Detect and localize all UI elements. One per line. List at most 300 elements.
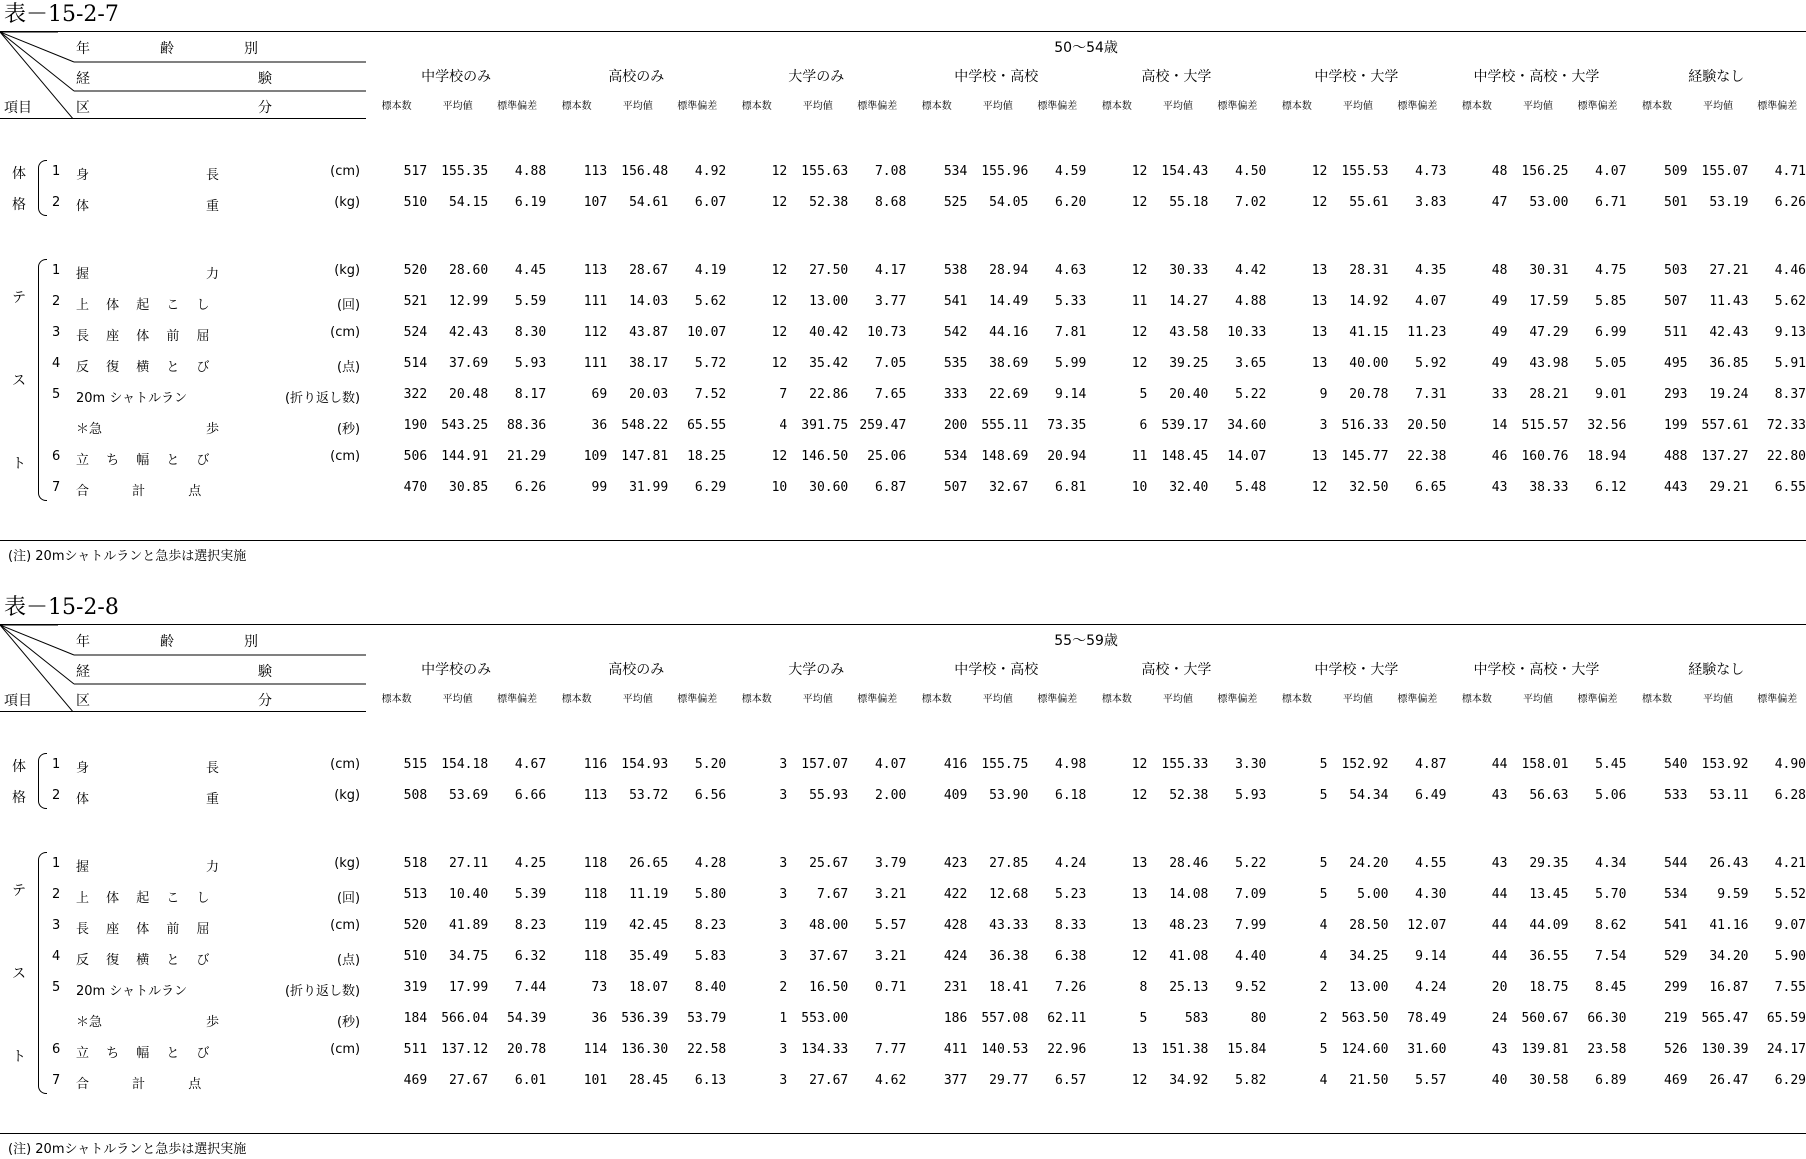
table-cell: 2 — [1266, 1003, 1327, 1034]
table-cell: 4.24 — [1388, 972, 1446, 1003]
row-label — [0, 749, 366, 780]
row-label — [0, 972, 366, 1003]
table-cell: 36.38 — [967, 941, 1028, 972]
experience-group-header: 中学校のみ — [366, 654, 546, 683]
table-cell: 37.69 — [427, 348, 488, 379]
group-label: 体 — [12, 163, 26, 183]
table-cell: 65.59 — [1749, 1003, 1806, 1034]
table-cell: 514 — [366, 348, 427, 379]
experience-group-header: 大学のみ — [726, 61, 906, 90]
table-cell: 155.75 — [967, 749, 1028, 780]
item-name: 長 座 体 前 屈 — [76, 918, 210, 937]
table-cell: 6.87 — [848, 472, 906, 503]
table-cell: 44 — [1446, 941, 1507, 972]
footnote: (注) 20mシャトルランと急歩は選択実施 — [8, 548, 246, 566]
stat-header: 標準偏差 — [1388, 683, 1446, 711]
table-cell: 12 — [726, 441, 787, 472]
experience-group-header: 経験なし — [1626, 61, 1806, 90]
table-cell: 533 — [1626, 780, 1687, 811]
table-cell: 524 — [366, 317, 427, 348]
table-cell: 26.47 — [1687, 1065, 1748, 1096]
category-label: 区 分 — [76, 690, 272, 710]
age-label: 年 齢 別 — [76, 631, 258, 651]
table-cell: 52.38 — [1147, 780, 1208, 811]
table-row — [0, 472, 1806, 503]
table-cell: 12 — [726, 348, 787, 379]
item-name: 体 重 — [76, 788, 219, 807]
table-cell: 5.06 — [1568, 780, 1626, 811]
table-cell: 540 — [1626, 749, 1687, 780]
experience-group-header: 中学校・大学 — [1266, 61, 1446, 90]
table-row — [0, 286, 1806, 317]
table-cell: 145.77 — [1327, 441, 1388, 472]
table-cell: 32.50 — [1327, 472, 1388, 503]
table-cell: 507 — [1626, 286, 1687, 317]
stat-header: 平均値 — [1507, 683, 1568, 711]
row-label — [0, 156, 366, 187]
table-cell — [848, 1003, 906, 1034]
table-cell: 322 — [366, 379, 427, 410]
item-label: 項目 — [4, 97, 32, 117]
table-cell: 6.29 — [668, 472, 726, 503]
table-cell: 114 — [546, 1034, 607, 1065]
table-cell: 4.46 — [1749, 255, 1806, 286]
stat-header: 平均値 — [787, 683, 848, 711]
table-cell: 539.17 — [1147, 410, 1208, 441]
table-cell: 116 — [546, 749, 607, 780]
table-cell: 118 — [546, 941, 607, 972]
table-cell: 54.34 — [1327, 780, 1388, 811]
table-cell: 3 — [1266, 410, 1327, 441]
table-cell: 27.67 — [427, 1065, 488, 1096]
item-name: ＊急 歩 — [76, 1011, 219, 1030]
table-cell: 55.93 — [787, 780, 848, 811]
table-cell: 6.55 — [1749, 472, 1806, 503]
item-number: 5 — [52, 387, 60, 402]
item-number: 3 — [52, 325, 60, 340]
table-cell: 3 — [726, 941, 787, 972]
table-cell: 190 — [366, 410, 427, 441]
table-cell: 513 — [366, 879, 427, 910]
table-cell: 6.19 — [488, 187, 546, 218]
table-cell: 534 — [906, 156, 967, 187]
table-cell: 41.15 — [1327, 317, 1388, 348]
stat-header: 標準偏差 — [1388, 90, 1446, 118]
table-cell: 44.16 — [967, 317, 1028, 348]
group-label: ス — [12, 370, 26, 390]
table-cell: 9 — [1266, 379, 1327, 410]
table-cell: 7.26 — [1028, 972, 1086, 1003]
table-cell: 7.67 — [787, 879, 848, 910]
table-cell: 509 — [1626, 156, 1687, 187]
table-cell: 7.09 — [1208, 879, 1266, 910]
table-cell: 6.12 — [1568, 472, 1626, 503]
experience-group-header: 中学校・高校・大学 — [1446, 61, 1626, 90]
table-cell: 147.81 — [607, 441, 668, 472]
table-cell: 66.30 — [1568, 1003, 1626, 1034]
table-cell: 20.48 — [427, 379, 488, 410]
table-cell: 184 — [366, 1003, 427, 1034]
table-cell: 24 — [1446, 1003, 1507, 1034]
table-cell: 109 — [546, 441, 607, 472]
table-cell: 503 — [1626, 255, 1687, 286]
row-label — [0, 941, 366, 972]
table-cell: 5.82 — [1208, 1065, 1266, 1096]
row-label — [0, 1003, 366, 1034]
table-row — [0, 317, 1806, 348]
item-name: 20m シャトルラン — [76, 387, 187, 406]
table-cell: 7.99 — [1208, 910, 1266, 941]
stat-header: 平均値 — [607, 90, 668, 118]
table-cell: 16.50 — [787, 972, 848, 1003]
table-cell: 293 — [1626, 379, 1687, 410]
table-cell: 4.63 — [1028, 255, 1086, 286]
stat-header: 平均値 — [1507, 90, 1568, 118]
item-name: 長 座 体 前 屈 — [76, 325, 210, 344]
table-cell: 7.81 — [1028, 317, 1086, 348]
table-row — [0, 972, 1806, 1003]
item-name: 身 長 — [76, 757, 219, 776]
table-cell: 553.00 — [787, 1003, 848, 1034]
table-cell: 11.19 — [607, 879, 668, 910]
table-cell: 160.76 — [1507, 441, 1568, 472]
item-name: 20m シャトルラン — [76, 980, 187, 999]
table-cell: 6.01 — [488, 1065, 546, 1096]
table-cell: 4.34 — [1568, 848, 1626, 879]
table-cell: 6.66 — [488, 780, 546, 811]
table-cell: 535 — [906, 348, 967, 379]
table-cell: 42.45 — [607, 910, 668, 941]
table-cell: 40 — [1446, 1065, 1507, 1096]
table-cell: 4.25 — [488, 848, 546, 879]
group-brace — [38, 259, 47, 501]
stat-header: 標準偏差 — [1568, 90, 1626, 118]
item-unit: (回) — [337, 294, 360, 313]
table-cell: 48 — [1446, 156, 1507, 187]
table-cell: 49 — [1446, 348, 1507, 379]
table-cell: 13 — [1086, 848, 1147, 879]
table-cell: 12 — [1266, 187, 1327, 218]
table-cell: 563.50 — [1327, 1003, 1388, 1034]
table-cell: 5.90 — [1749, 941, 1806, 972]
table-cell: 12.07 — [1388, 910, 1446, 941]
table-cell: 4.59 — [1028, 156, 1086, 187]
table-cell: 411 — [906, 1034, 967, 1065]
table-cell: 6.89 — [1568, 1065, 1626, 1096]
table-cell: 158.01 — [1507, 749, 1568, 780]
group-label: テ — [12, 287, 26, 307]
stat-header: 標準偏差 — [848, 90, 906, 118]
stat-header: 標本数 — [1266, 90, 1327, 118]
table-cell: 111 — [546, 286, 607, 317]
row-label — [0, 780, 366, 811]
table-cell: 18.07 — [607, 972, 668, 1003]
table-cell: 4.28 — [668, 848, 726, 879]
table-cell: 7.65 — [848, 379, 906, 410]
stat-header: 平均値 — [1147, 90, 1208, 118]
table-cell: 6.28 — [1749, 780, 1806, 811]
table-cell: 5.92 — [1388, 348, 1446, 379]
table-cell: 7.52 — [668, 379, 726, 410]
table-row — [0, 156, 1806, 187]
table-cell: 0.71 — [848, 972, 906, 1003]
table-cell: 5 — [1266, 1034, 1327, 1065]
table-cell: 7 — [726, 379, 787, 410]
table-cell: 53.00 — [1507, 187, 1568, 218]
table-cell: 28.67 — [607, 255, 668, 286]
table-cell: 49 — [1446, 286, 1507, 317]
table-cell: 36.85 — [1687, 348, 1748, 379]
table-cell: 37.67 — [787, 941, 848, 972]
table-cell: 33 — [1446, 379, 1507, 410]
item-unit: (点) — [337, 356, 360, 375]
table-cell: 4.75 — [1568, 255, 1626, 286]
table-cell: 40.00 — [1327, 348, 1388, 379]
row-label — [0, 348, 366, 379]
table-cell: 13 — [1086, 1034, 1147, 1065]
table-cell: 200 — [906, 410, 967, 441]
table-cell: 20.94 — [1028, 441, 1086, 472]
table-cell: 22.58 — [668, 1034, 726, 1065]
table-cell: 43.87 — [607, 317, 668, 348]
table-cell: 541 — [1626, 910, 1687, 941]
table-cell: 34.92 — [1147, 1065, 1208, 1096]
table-cell: 25.06 — [848, 441, 906, 472]
table-cell: 5.39 — [488, 879, 546, 910]
table-cell: 48.23 — [1147, 910, 1208, 941]
item-unit: (折り返し数) — [285, 387, 360, 406]
table-cell: 186 — [906, 1003, 967, 1034]
table-cell: 5.57 — [848, 910, 906, 941]
table-cell: 56.63 — [1507, 780, 1568, 811]
table-cell: 5.99 — [1028, 348, 1086, 379]
table-cell: 5.22 — [1208, 379, 1266, 410]
table-cell: 26.65 — [607, 848, 668, 879]
table-cell: 501 — [1626, 187, 1687, 218]
table-cell: 18.75 — [1507, 972, 1568, 1003]
table-row — [0, 187, 1806, 218]
item-number: 4 — [52, 949, 60, 964]
table-cell: 13.00 — [787, 286, 848, 317]
table-cell: 11 — [1086, 286, 1147, 317]
table-cell: 4.30 — [1388, 879, 1446, 910]
experience-group-header: 中学校・高校 — [906, 654, 1086, 683]
table-cell: 12 — [1086, 187, 1147, 218]
table-cell: 28.21 — [1507, 379, 1568, 410]
row-label — [0, 187, 366, 218]
table-cell: 511 — [1626, 317, 1687, 348]
stat-header: 平均値 — [967, 90, 1028, 118]
table-cell: 151.38 — [1147, 1034, 1208, 1065]
table-cell: 516.33 — [1327, 410, 1388, 441]
table-cell: 11.43 — [1687, 286, 1748, 317]
table-cell: 28.50 — [1327, 910, 1388, 941]
table-cell: 18.25 — [668, 441, 726, 472]
item-name: 身 長 — [76, 164, 219, 183]
table-cell: 54.61 — [607, 187, 668, 218]
item-name: 反 復 横 と び — [76, 949, 210, 968]
table-cell: 5.91 — [1749, 348, 1806, 379]
table-cell: 144.91 — [427, 441, 488, 472]
table-cell: 13 — [1266, 317, 1327, 348]
table-cell: 134.33 — [787, 1034, 848, 1065]
table-cell: 42.43 — [1687, 317, 1748, 348]
table-cell: 5 — [1266, 780, 1327, 811]
table-cell: 140.53 — [967, 1034, 1028, 1065]
table-cell: 5.93 — [488, 348, 546, 379]
table-cell: 5.80 — [668, 879, 726, 910]
table-cell: 13 — [1266, 348, 1327, 379]
table-cell: 508 — [366, 780, 427, 811]
experience-group-header: 経験なし — [1626, 654, 1806, 683]
table-cell: 5.48 — [1208, 472, 1266, 503]
table-cell: 35.49 — [607, 941, 668, 972]
table-cell: 4.88 — [1208, 286, 1266, 317]
table-cell: 4.88 — [488, 156, 546, 187]
group-label: ト — [12, 453, 26, 473]
row-label — [0, 255, 366, 286]
item-name: 握 力 — [76, 856, 219, 875]
item-name: 体 重 — [76, 195, 219, 214]
stat-header: 標準偏差 — [668, 683, 726, 711]
item-unit: (kg) — [334, 263, 360, 278]
table-cell: 31.99 — [607, 472, 668, 503]
table-cell: 9.14 — [1028, 379, 1086, 410]
stat-header: 標準偏差 — [1028, 683, 1086, 711]
table-cell: 9.14 — [1388, 941, 1446, 972]
table-cell: 8.40 — [668, 972, 726, 1003]
table-cell: 28.31 — [1327, 255, 1388, 286]
table-cell: 9.01 — [1568, 379, 1626, 410]
table-cell: 38.33 — [1507, 472, 1568, 503]
table-cell: 4.98 — [1028, 749, 1086, 780]
table-cell: 541 — [906, 286, 967, 317]
table-cell: 583 — [1147, 1003, 1208, 1034]
table-cell: 515 — [366, 749, 427, 780]
table-cell: 391.75 — [787, 410, 848, 441]
table-cell: 5 — [1266, 879, 1327, 910]
group-label: 格 — [12, 787, 26, 807]
age-group-header: 50～54歳 — [366, 32, 1806, 62]
item-number: 4 — [52, 356, 60, 371]
table-cell: 62.11 — [1028, 1003, 1086, 1034]
table-cell: 48 — [1446, 255, 1507, 286]
table-cell: 41.16 — [1687, 910, 1748, 941]
table-cell: 12 — [726, 156, 787, 187]
table-cell: 88.36 — [488, 410, 546, 441]
stat-header: 平均値 — [427, 90, 488, 118]
stat-header: 標本数 — [1626, 90, 1687, 118]
table-cell: 424 — [906, 941, 967, 972]
table-cell: 55.18 — [1147, 187, 1208, 218]
table-cell: 4.92 — [668, 156, 726, 187]
table-cell: 515.57 — [1507, 410, 1568, 441]
item-unit: (kg) — [334, 195, 360, 210]
table-row — [0, 749, 1806, 780]
table-cell: 5.00 — [1327, 879, 1388, 910]
stat-header: 標準偏差 — [488, 683, 546, 711]
table-cell: 20.78 — [1327, 379, 1388, 410]
table-cell: 52.38 — [787, 187, 848, 218]
table-cell: 6.18 — [1028, 780, 1086, 811]
table-cell: 12.68 — [967, 879, 1028, 910]
table-cell: 155.07 — [1687, 156, 1748, 187]
item-unit: (cm) — [330, 449, 360, 464]
table-cell: 47 — [1446, 187, 1507, 218]
stat-header: 標本数 — [546, 90, 607, 118]
table-cell: 13 — [1086, 879, 1147, 910]
table-cell: 6.57 — [1028, 1065, 1086, 1096]
table-cell: 32.56 — [1568, 410, 1626, 441]
table-cell: 6.07 — [668, 187, 726, 218]
table-cell: 20 — [1446, 972, 1507, 1003]
row-label — [0, 1034, 366, 1065]
table-cell: 44 — [1446, 910, 1507, 941]
row-label — [0, 879, 366, 910]
table-cell: 3 — [726, 780, 787, 811]
table-cell: 6.56 — [668, 780, 726, 811]
table-row — [0, 255, 1806, 286]
experience-group-header: 高校・大学 — [1086, 654, 1266, 683]
table-cell: 5.93 — [1208, 780, 1266, 811]
stat-header: 標準偏差 — [488, 90, 546, 118]
table-cell: 409 — [906, 780, 967, 811]
table-cell: 8.37 — [1749, 379, 1806, 410]
table-cell: 139.81 — [1507, 1034, 1568, 1065]
table-cell: 520 — [366, 910, 427, 941]
table-cell: 4 — [726, 410, 787, 441]
table-cell: 15.84 — [1208, 1034, 1266, 1065]
table-cell: 65.55 — [668, 410, 726, 441]
item-unit: (秒) — [337, 418, 360, 437]
table-cell: 29.77 — [967, 1065, 1028, 1096]
table-cell: 565.47 — [1687, 1003, 1748, 1034]
table-cell: 5.22 — [1208, 848, 1266, 879]
table-cell: 113 — [546, 780, 607, 811]
item-unit: (秒) — [337, 1011, 360, 1030]
table-cell: 5.33 — [1028, 286, 1086, 317]
experience-group-header: 中学校のみ — [366, 61, 546, 90]
table-cell: 495 — [1626, 348, 1687, 379]
table-cell: 555.11 — [967, 410, 1028, 441]
table-cell: 12 — [1266, 156, 1327, 187]
table-cell: 521 — [366, 286, 427, 317]
table-cell: 11 — [1086, 441, 1147, 472]
table-cell: 4.87 — [1388, 749, 1446, 780]
table-cell: 6.71 — [1568, 187, 1626, 218]
table-cell: 511 — [366, 1034, 427, 1065]
table-cell: 4.19 — [668, 255, 726, 286]
table-cell: 3 — [726, 879, 787, 910]
table-cell: 27.11 — [427, 848, 488, 879]
table-cell: 3.30 — [1208, 749, 1266, 780]
table-cell: 5.62 — [668, 286, 726, 317]
experience-label: 経 験 — [76, 68, 272, 88]
table-cell: 28.60 — [427, 255, 488, 286]
table-cell: 319 — [366, 972, 427, 1003]
age-label: 年 齢 別 — [76, 38, 258, 58]
item-unit: (折り返し数) — [285, 980, 360, 999]
table-cell: 299 — [1626, 972, 1687, 1003]
table-cell: 544 — [1626, 848, 1687, 879]
table-cell: 30.58 — [1507, 1065, 1568, 1096]
table-cell: 469 — [366, 1065, 427, 1096]
table-cell: 10 — [1086, 472, 1147, 503]
table-cell: 39.25 — [1147, 348, 1208, 379]
stat-header: 平均値 — [1327, 683, 1388, 711]
table-row — [0, 379, 1806, 410]
table-cell: 416 — [906, 749, 967, 780]
